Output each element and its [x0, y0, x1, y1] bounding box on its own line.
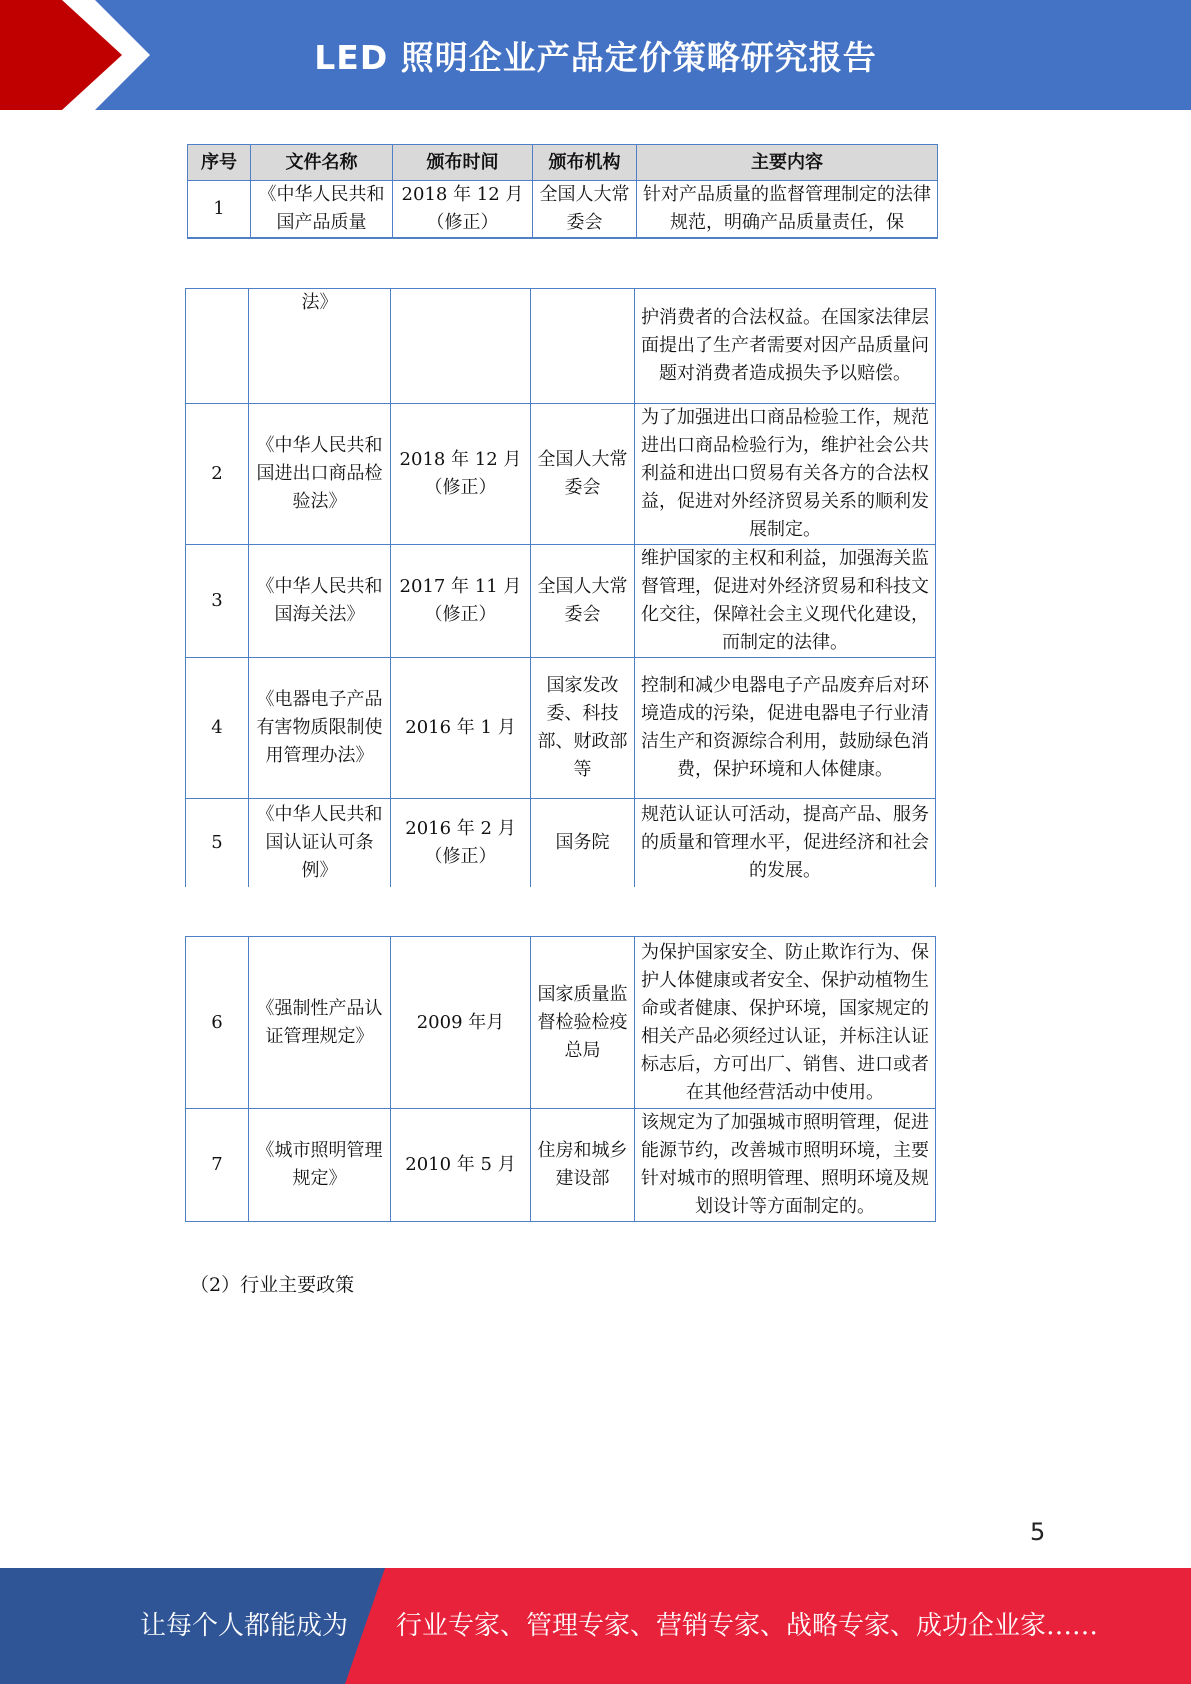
- row-content: 为保护国家安全、防止欺诈行为、保护人体健康或者安全、保护动植物生命或者健康、保护环境，国家规定的相关产品必须经过认证，并标注认证标志后，方可出厂、销售、进口或者在其他经营活动中使用。: [635, 937, 936, 1109]
- row-name: 《中华人民共和国海关法》: [249, 545, 391, 658]
- table-row: [186, 289, 936, 404]
- row-content: 维护国家的主权和利益，加强海关监督管理，促进对外经济贸易和科技文化交往，保障社会主义现代化建设，而制定的法律。: [635, 545, 936, 658]
- regulations-table-part2: [185, 288, 936, 887]
- row-no: 2: [186, 404, 249, 545]
- col-header-no: 序号: [188, 145, 251, 181]
- row-no: 4: [186, 658, 249, 799]
- row-agency: 国务院: [531, 799, 635, 887]
- table-row: [186, 1109, 936, 1222]
- footer-slogan-left: 让每个人都能成为: [140, 1611, 349, 1641]
- row-date: 2016 年 1 月: [391, 658, 531, 799]
- row-agency: 全国人大常委会: [531, 404, 635, 545]
- regulations-table-part3: [185, 936, 936, 1222]
- row-no: 7: [186, 1109, 249, 1222]
- table-header-row: [188, 145, 938, 181]
- row-name: 《城市照明管理规定》: [249, 1109, 391, 1222]
- col-header-agency: 颁布机构: [533, 145, 637, 181]
- row-no: 5: [186, 799, 249, 887]
- row-date: 2009 年月: [391, 937, 531, 1109]
- row-name: 《强制性产品认证管理规定》: [249, 937, 391, 1109]
- row-content: 该规定为了加强城市照明管理，促进能源节约，改善城市照明环境，主要针对城市的照明管理、照明环境及规划设计等方面制定的。: [635, 1109, 936, 1222]
- col-header-date: 颁布时间: [393, 145, 533, 181]
- header-chevron-decoration: [0, 0, 150, 110]
- row-date-empty: [391, 289, 531, 404]
- row-date: 2016 年 2 月（修正）: [391, 799, 531, 887]
- row-no: 3: [186, 545, 249, 658]
- row-name: 法》: [249, 289, 391, 404]
- row-name: 《中华人民共和国认证认可条例》: [249, 799, 391, 887]
- table-row: [186, 658, 936, 799]
- row-agency: 全国人大常委会: [533, 181, 637, 239]
- row-name: 《电器电子产品有害物质限制使用管理办法》: [249, 658, 391, 799]
- row-content: 控制和减少电器电子产品废弃后对环境造成的污染，促进电器电子行业清洁生产和资源综合利用，鼓励绿色消费，保护环境和人体健康。: [635, 658, 936, 799]
- col-header-content: 主要内容: [637, 145, 938, 181]
- row-date: 2010 年 5 月: [391, 1109, 531, 1222]
- row-content: 规范认证认可活动，提高产品、服务的质量和管理水平，促进经济和社会的发展。: [635, 799, 936, 887]
- table-row: [186, 404, 936, 545]
- row-agency-empty: [531, 289, 635, 404]
- table-row: [186, 799, 936, 887]
- row-agency: 全国人大常委会: [531, 545, 635, 658]
- section-heading: （2）行业主要政策: [190, 1274, 355, 1296]
- page-footer: [0, 1568, 1191, 1684]
- row-content: 护消费者的合法权益。在国家法律层面提出了生产者需要对因产品质量问题对消费者造成损失予以赔偿。: [635, 289, 936, 404]
- row-content: 为了加强进出口商品检验工作，规范进出口商品检验行为，维护社会公共利益和进出口贸易有关各方的合法权益，促进对外经济贸易关系的顺利发展制定。: [635, 404, 936, 545]
- page-header: [0, 0, 1191, 110]
- row-date: 2018 年 12 月（修正）: [391, 404, 531, 545]
- page-number: 5: [1030, 1518, 1046, 1546]
- row-agency: 国家发改委、科技部、财政部等: [531, 658, 635, 799]
- report-title: LED 照明企业产品定价策略研究报告: [314, 37, 877, 77]
- row-date: 2018 年 12 月（修正）: [393, 181, 533, 239]
- footer-slogan-right: 行业专家、管理专家、营销专家、战略专家、成功企业家……: [396, 1611, 1099, 1641]
- table-row: [186, 937, 936, 1109]
- table-row: [188, 181, 938, 239]
- table-row: [186, 545, 936, 658]
- row-name: 《中华人民共和国产品质量: [251, 181, 393, 239]
- row-date: 2017 年 11 月（修正）: [391, 545, 531, 658]
- regulations-table-part1: [187, 144, 938, 239]
- row-agency: 住房和城乡建设部: [531, 1109, 635, 1222]
- row-agency: 国家质量监督检验检疫总局: [531, 937, 635, 1109]
- row-name: 《中华人民共和国进出口商品检验法》: [249, 404, 391, 545]
- row-no: 6: [186, 937, 249, 1109]
- row-no: 1: [188, 181, 251, 239]
- col-header-name: 文件名称: [251, 145, 393, 181]
- row-no-empty: [186, 289, 249, 404]
- row-content: 针对产品质量的监督管理制定的法律规范，明确产品质量责任，保: [637, 181, 938, 239]
